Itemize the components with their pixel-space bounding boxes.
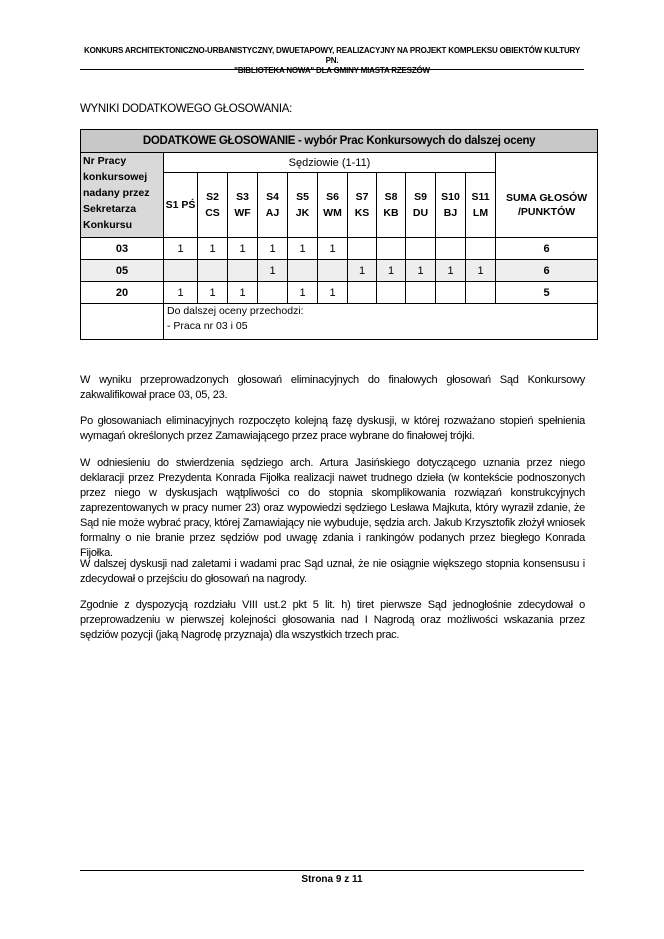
judge-initials: LM [472, 207, 489, 219]
vote-cell [436, 238, 466, 260]
vote-sum: 5 [496, 282, 598, 304]
paragraph: Po głosowaniach eliminacyjnych rozpoczęto kolejną fazę dyskusji, w której rozważano stopień spełnienia wymagań określonych przez Zamawiającego przez prace wybrane do finałowej trójki. [80, 415, 585, 442]
work-number: 05 [81, 260, 164, 282]
vote-cell: 1 [318, 238, 348, 260]
judge-initials: DU [412, 207, 429, 219]
vote-cell [377, 238, 406, 260]
vote-cell [258, 282, 288, 304]
work-number: 20 [81, 282, 164, 304]
sum-header-line: SUMA GŁOSÓW [505, 191, 588, 204]
header-line-2: "BIBLIOTEKA NOWA" DLA GMINY MIASTA RZESZÓW [234, 66, 430, 75]
judges-label: Sędziowie (1-11) [164, 153, 496, 173]
vote-cell [348, 238, 377, 260]
vote-cell [164, 260, 198, 282]
vote-cell [288, 260, 318, 282]
paragraph: W odniesieniu do stwierdzenia sędziego arch. Artura Jasińskiego dotyczącego uznania przez niego deklaracji przez Prezydenta Konrada Fijołka realizacji nawet trudnego dzieła (w kontekście podnoszonych przez niego w dyskusjach wątpliwości co do stopnia skomplikowania rozwiązań konstrukcyjnych zaprezentowanych w pracy numer 23) oraz wypowiedzi sędziego Lesława Majkuta, który wyraził zdanie, że Sąd nie może wybrać pracy, której Zamawiający nie wybuduje, sędzia arch. Jakub Krzysztofik złożył wniosek formalny o nie branie przez sędziów pod uwagę zdania i rankingów podanych przez biegłego Konrada Fijołka. [80, 457, 585, 559]
judge-header-s5 [288, 173, 318, 238]
vote-sum: 6 [496, 260, 598, 282]
judge-code: S6 [326, 191, 339, 203]
vote-cell: 1 [318, 282, 348, 304]
sum-header-line: /PUNKTÓW [517, 205, 576, 218]
judge-initials: BJ [443, 207, 458, 219]
header-line-1: KONKURS ARCHITEKTONICZNO-URBANISTYCZNY, DWUETAPOWY, REALIZACYJNY NA PROJEKT KOMPLEKSU OBIEKTÓW KULTURY PN. [84, 46, 580, 65]
judge-initials: WF [234, 207, 251, 219]
paragraph: Zgodnie z dyspozycją rozdziału VIII ust.2 pkt 5 lit. h) tiret pierwsze Sąd jednogłośnie zdecydował o przeprowadzeniu w pierwszej kolejności głosowania nad I Nagrodą oraz możliwości wskazania przez sędziów pozycji (jaką Nagrodę przyznaja) dla wszystkich trzech prac. [80, 599, 585, 641]
judge-code: S3 [236, 191, 249, 203]
votes-table [80, 129, 598, 340]
judge-code: S1 [165, 199, 179, 211]
judge-header-s2 [198, 173, 228, 238]
table-row [81, 260, 598, 282]
vote-cell: 1 [258, 260, 288, 282]
table-title: DODATKOWE GŁOSOWANIE - wybór Prac Konkursowych do dalszej oceny [81, 130, 598, 153]
judge-code: S5 [296, 191, 309, 203]
footer-divider [80, 870, 584, 871]
vote-cell [377, 282, 406, 304]
vote-cell [466, 282, 496, 304]
next-stage-blank [81, 304, 164, 340]
vote-cell [228, 260, 258, 282]
judge-header-s10 [436, 173, 466, 238]
vote-cell: 1 [228, 238, 258, 260]
next-stage-note [164, 304, 598, 340]
sum-header [496, 173, 598, 238]
judge-initials: CS [205, 207, 220, 219]
paragraph: W wyniku przeprowadzonych głosowań eliminacyjnych do finałowych głosowań Sąd Konkursowy zakwalifikował prace 03, 05, 23. [80, 374, 585, 401]
judge-header-s8 [377, 173, 406, 238]
vote-sum: 6 [496, 238, 598, 260]
vote-cell [436, 282, 466, 304]
vote-cell: 1 [406, 260, 436, 282]
nr-header-line: Sekretarza [83, 203, 137, 215]
page-header [80, 46, 584, 76]
work-number: 03 [81, 238, 164, 260]
vote-cell [406, 238, 436, 260]
section-title: WYNIKI DODATKOWEGO GŁOSOWANIA: [80, 103, 293, 115]
table-row [81, 238, 598, 260]
page-number: Strona 9 z 11 [301, 874, 363, 885]
judge-header-s9 [406, 173, 436, 238]
judge-header-s6 [318, 173, 348, 238]
judge-initials: PŚ [181, 199, 196, 211]
judge-initials: KB [383, 207, 399, 219]
vote-cell: 1 [436, 260, 466, 282]
vote-cell [348, 282, 377, 304]
vote-cell: 1 [466, 260, 496, 282]
vote-cell: 1 [288, 282, 318, 304]
table-row [81, 282, 598, 304]
judge-code: S4 [266, 191, 279, 203]
vote-cell [198, 260, 228, 282]
judge-initials: AJ [265, 207, 280, 219]
next-stage-row [81, 304, 598, 340]
judge-initials: WM [323, 207, 342, 219]
judge-header-s4 [258, 173, 288, 238]
judge-code: S11 [471, 191, 490, 203]
vote-cell: 1 [164, 282, 198, 304]
nr-header-line: konkursowej [83, 171, 148, 183]
judge-code: S8 [384, 191, 398, 203]
judge-header-s7 [348, 173, 377, 238]
nr-header-line: Nr Pracy [83, 155, 127, 167]
nr-header-line: Konkursu [83, 219, 133, 231]
vote-cell: 1 [198, 238, 228, 260]
judge-header-s1 [164, 173, 198, 238]
nr-pracy-header [81, 153, 164, 238]
judge-header-s3 [228, 173, 258, 238]
paragraph: W dalszej dyskusji nad zaletami i wadami prac Sąd uznał, że nie osiągnie większego stopnia konsensusu i zdecydował o przejściu do głosowań na nagrody. [80, 558, 585, 585]
sum-header-top [496, 153, 598, 173]
vote-cell: 1 [348, 260, 377, 282]
vote-cell: 1 [377, 260, 406, 282]
vote-cell: 1 [288, 238, 318, 260]
nr-header-line: nadany przez [83, 187, 150, 199]
vote-cell [466, 238, 496, 260]
judge-initials: KS [354, 207, 370, 219]
judge-code: S2 [206, 191, 219, 203]
judge-code: S9 [414, 191, 427, 203]
judge-code: S7 [355, 191, 369, 203]
judge-header-s11 [466, 173, 496, 238]
vote-cell: 1 [198, 282, 228, 304]
vote-cell: 1 [164, 238, 198, 260]
header-divider [80, 69, 584, 70]
vote-cell: 1 [258, 238, 288, 260]
vote-cell [318, 260, 348, 282]
vote-cell [406, 282, 436, 304]
judge-initials: JK [295, 207, 310, 219]
next-stage-line: - Praca nr 03 i 05 [167, 320, 248, 332]
judge-code: S10 [441, 191, 460, 203]
next-stage-line: Do dalszej oceny przechodzi: [167, 305, 304, 317]
vote-cell: 1 [228, 282, 258, 304]
